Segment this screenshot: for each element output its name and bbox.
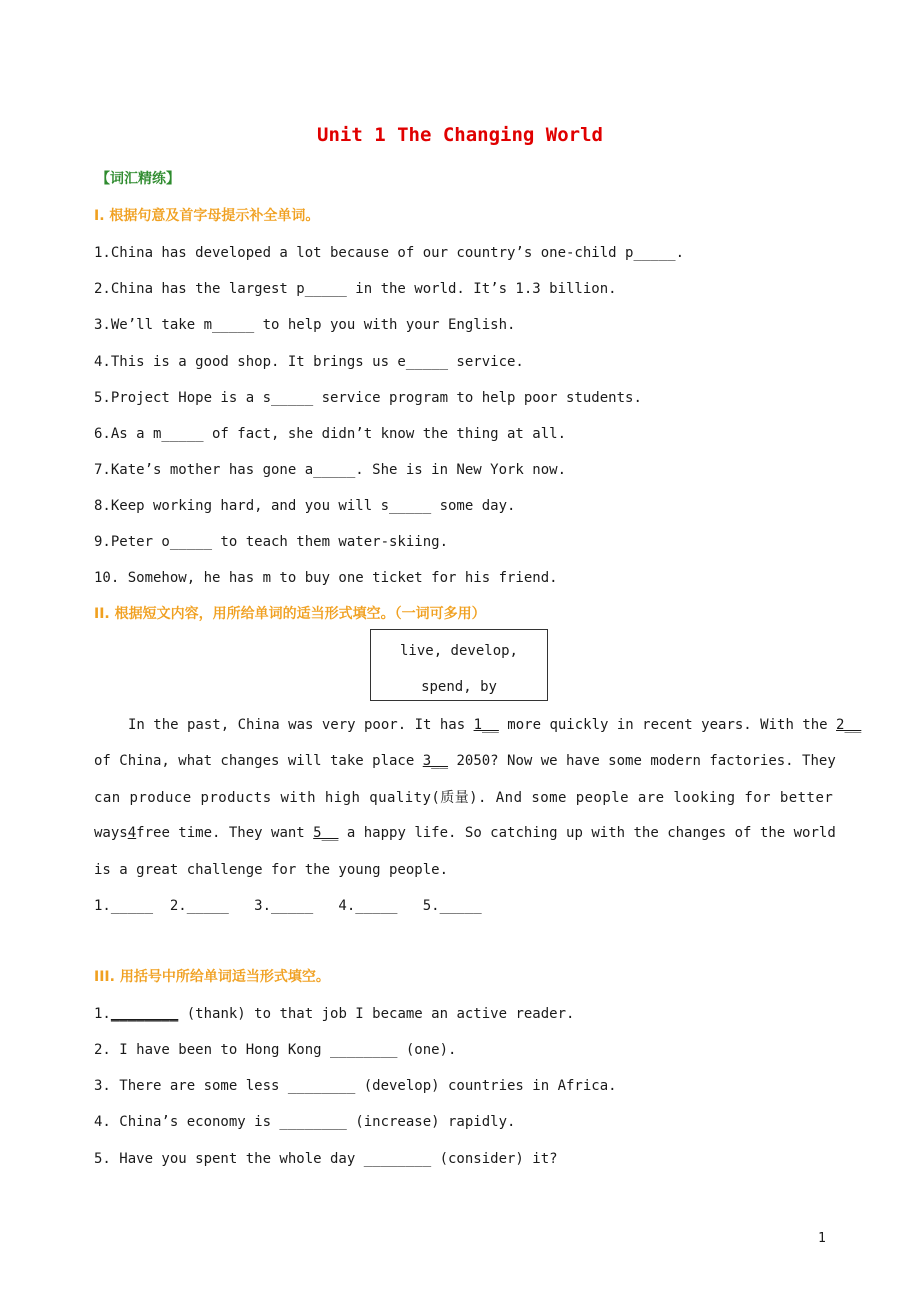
part3-item: 3. There are some less ________ (develop) countries in Africa. xyxy=(94,1078,617,1094)
section-tag: 【词汇精练】 xyxy=(96,171,180,187)
part1-item: 10. Somehow, he has m to buy one ticket for his friend. xyxy=(94,570,558,586)
word-bank-line: spend, by xyxy=(421,679,497,695)
part3-item: 4. China’s economy is ________ (increase) rapidly. xyxy=(94,1114,516,1130)
part3-item: 2. I have been to Hong Kong ________ (one). xyxy=(94,1042,457,1058)
page-title: Unit 1 The Changing World xyxy=(317,124,603,146)
part2-heading: II. 根据短文内容，用所给单词的适当形式填空。（一词可多用） xyxy=(94,606,486,622)
part1-heading: I. 根据句意及首字母提示补全单词。 xyxy=(94,208,320,224)
part2-answers: 1._____ 2._____ 3._____ 4._____ 5._____ xyxy=(94,898,482,914)
passage-line: can produce products with high quality(质量). And some people are looking for better xyxy=(94,790,834,806)
page-number: 1 xyxy=(818,1231,826,1246)
blank-4: 4 xyxy=(127,825,137,841)
passage-line: of China, what changes will take place 3__ 2050? Now we have some modern factories. They xyxy=(94,753,836,769)
blank-2: 2__ xyxy=(836,717,862,733)
part1-item: 7.Kate’s mother has gone a_____. She is in New York now. xyxy=(94,462,567,478)
word-bank-box xyxy=(370,629,548,701)
blank-5: 5__ xyxy=(313,825,339,841)
passage-line: ways4free time. They want 5__ a happy life. So catching up with the changes of the world xyxy=(94,825,836,841)
passage-line: is a great challenge for the young people. xyxy=(94,862,449,878)
part3-item: 5. Have you spent the whole day ________ (consider) it? xyxy=(94,1151,558,1167)
blank-3: 3__ xyxy=(422,753,449,769)
part1-item: 9.Peter o_____ to teach them water-skiing. xyxy=(94,534,449,550)
blank-1: 1__ xyxy=(473,717,499,733)
part1-item: 3.We’ll take m_____ to help you with your English. xyxy=(94,317,516,333)
part1-item: 5.Project Hope is a s_____ service program to help poor students. xyxy=(94,390,642,406)
part3-heading: III. 用括号中所给单词适当形式填空。 xyxy=(94,969,330,985)
part1-item: 2.China has the largest p_____ in the world. It’s 1.3 billion. xyxy=(94,281,617,297)
passage-line: In the past, China was very poor. It has 1__ more quickly in recent years. With the 2__ xyxy=(128,717,862,733)
part3-item: 1.________ (thank) to that job I became an active reader. xyxy=(94,1006,575,1022)
part1-item: 4.This is a good shop. It brings us e_____ service. xyxy=(94,354,524,370)
part1-item: 8.Keep working hard, and you will s_____ some day. xyxy=(94,498,516,514)
part1-item: 6.As a m_____ of fact, she didn’t know the thing at all. xyxy=(94,426,567,442)
word-bank-line: live, develop, xyxy=(399,643,518,659)
part1-item: 1.China has developed a lot because of our country’s one-child p_____. xyxy=(94,245,685,261)
blank-thank: ________ xyxy=(110,1006,179,1022)
